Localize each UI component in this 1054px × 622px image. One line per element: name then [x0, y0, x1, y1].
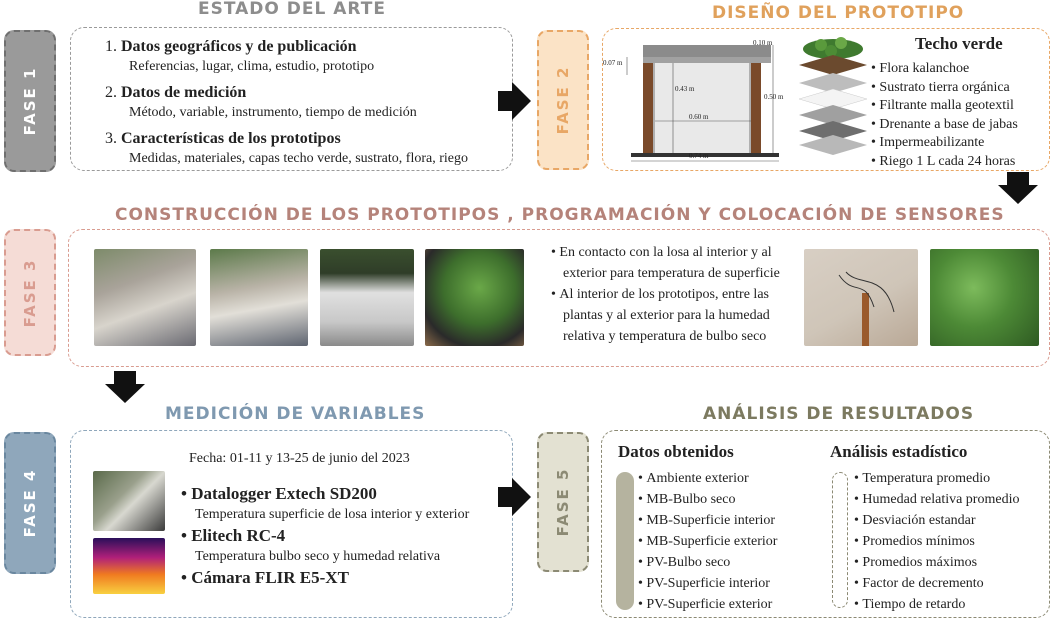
list-item: • MB-Superficie interior [638, 513, 776, 528]
fase5-box [601, 430, 1050, 618]
green-roof-title: Techo verde [915, 34, 1003, 53]
list-item: • MB-Superficie exterior [638, 534, 778, 549]
list-item: • Drenante a base de jabas [871, 116, 1018, 132]
fase4-tab [4, 432, 56, 574]
list-item: • Ambiente exterior [638, 471, 749, 486]
fase3-tab [4, 229, 56, 356]
fase1-tab-label: FASE 1 [21, 66, 39, 136]
fase2-tab-label: FASE 2 [554, 65, 572, 135]
list-item: • Filtrante malla geotextil [871, 98, 1014, 113]
fase1-list [105, 37, 505, 169]
fase5-tab-label: FASE 5 [554, 467, 572, 537]
instrument-desc: Temperatura superficie de losa interior y exterior [195, 507, 470, 522]
fase1-tab [4, 30, 56, 172]
instrument-name: • Cámara FLIR E5-XT [181, 568, 349, 587]
fase1-item-num: 3. [105, 130, 117, 147]
fase5-tab [537, 432, 589, 572]
list-item: • Al interior de los prototipos, entre las plantas y al exterior para la humedad relativa y temperatura de bulbo seco [551, 287, 770, 344]
fase1-item-title: Datos geográficos y de publicación [121, 38, 357, 55]
col2-title: Análisis estadístico [830, 442, 968, 461]
arrow-down-icon [998, 172, 1038, 204]
fase1-item [105, 37, 505, 77]
thermal-camera-photo [93, 538, 165, 594]
fase5-title: ANÁLISIS DE RESULTADOS [703, 404, 975, 424]
instrument-desc: Temperatura bulbo seco y humedad relativa [195, 549, 441, 564]
list-item: • Tiempo de retardo [854, 597, 966, 612]
arrow-right-icon [498, 82, 532, 120]
fase1-item-sub: Medidas, materiales, capas techo verde, sustrato, flora, riego [129, 151, 468, 166]
instrument-list [181, 483, 511, 589]
instrument-name: • Datalogger Extech SD200 [181, 484, 377, 503]
list-item: • Sustrato tierra orgánica [871, 79, 1010, 95]
fase1-item-title: Datos de medición [121, 84, 247, 101]
sensor-slab-photo [804, 249, 918, 346]
datalogger-photo [93, 471, 165, 531]
prototype-section-drawing [613, 35, 783, 165]
col2-bracket [832, 472, 848, 608]
fase2-title: DISEÑO DEL PROTOTIPO [712, 3, 965, 23]
fase3-title: CONSTRUCCIÓN DE LOS PROTOTIPOS , PROGRAMACIÓN Y COLOCACIÓN DE SENSORES [115, 205, 1005, 225]
green-roof-layers-illustration [793, 35, 873, 159]
list-item: • Promedios mínimos [854, 534, 975, 549]
fase1-item-sub: Referencias, lugar, clima, estudio, prototipo [129, 59, 375, 74]
dim-label: 0.74 m [689, 152, 709, 160]
dim-label: 0.60 m [689, 113, 709, 121]
col1-title: Datos obtenidos [618, 442, 734, 461]
sensor-placement-list [551, 242, 801, 347]
dim-label: 0.10 m [753, 39, 773, 47]
prototype-photo [210, 249, 308, 346]
list-item: • Impermeabilizante [871, 135, 985, 150]
list-item: • Flora kalanchoe [871, 61, 970, 76]
fase4-title: MEDICIÓN DE VARIABLES [165, 404, 426, 424]
fase1-item-title: Características de los prototipos [121, 130, 341, 147]
arrow-down-icon [105, 371, 145, 403]
dim-label: 0.43 m [675, 85, 695, 93]
fase1-title: ESTADO DEL ARTE [198, 0, 386, 19]
list-item: • Temperatura promedio [854, 471, 991, 486]
fase1-item [105, 129, 505, 169]
col2-list [854, 468, 1044, 615]
fase1-item-num: 2. [105, 84, 117, 101]
list-item: • PV-Superficie interior [638, 576, 770, 591]
list-item: • MB-Bulbo seco [638, 492, 736, 507]
prototype-photo [320, 249, 414, 346]
dim-label: 0.07 m [603, 59, 623, 67]
list-item: • Riego 1 L cada 24 horas [871, 153, 1016, 169]
list-item: • En contacto con la losa al interior y al exterior para temperatura de superficie [551, 245, 780, 281]
dim-label: 0.50 m [764, 93, 784, 101]
fase1-item-num: 1. [105, 38, 117, 55]
fase1-box [70, 27, 513, 171]
fase2-box [602, 28, 1050, 171]
col1-list [638, 468, 818, 615]
instrument-name: • Elitech RC-4 [181, 526, 286, 545]
fase1-item [105, 83, 505, 123]
list-item: • Desviación estandar [854, 513, 976, 528]
fase4-box [70, 430, 513, 618]
green-roof-layers [871, 60, 1051, 171]
list-item: • PV-Bulbo seco [638, 555, 731, 570]
list-item: • Promedios máximos [854, 555, 978, 570]
fase3-box [68, 229, 1050, 367]
measurement-date: Fecha: 01-11 y 13-25 de junio del 2023 [189, 451, 410, 466]
sensor-plants-photo [930, 249, 1039, 346]
fase4-tab-label: FASE 4 [21, 468, 39, 538]
fase3-tab-label: FASE 3 [21, 258, 39, 327]
prototype-photo [94, 249, 196, 346]
fase1-item-sub: Método, variable, instrumento, tiempo de medición [129, 105, 417, 120]
arrow-right-icon [498, 478, 532, 516]
fase2-tab [537, 30, 589, 170]
list-item: • PV-Superficie exterior [638, 597, 773, 612]
col1-bracket [616, 472, 634, 610]
list-item: • Factor de decremento [854, 576, 984, 591]
list-item: • Humedad relativa promedio [854, 492, 1020, 507]
green-roof-photo [425, 249, 524, 346]
